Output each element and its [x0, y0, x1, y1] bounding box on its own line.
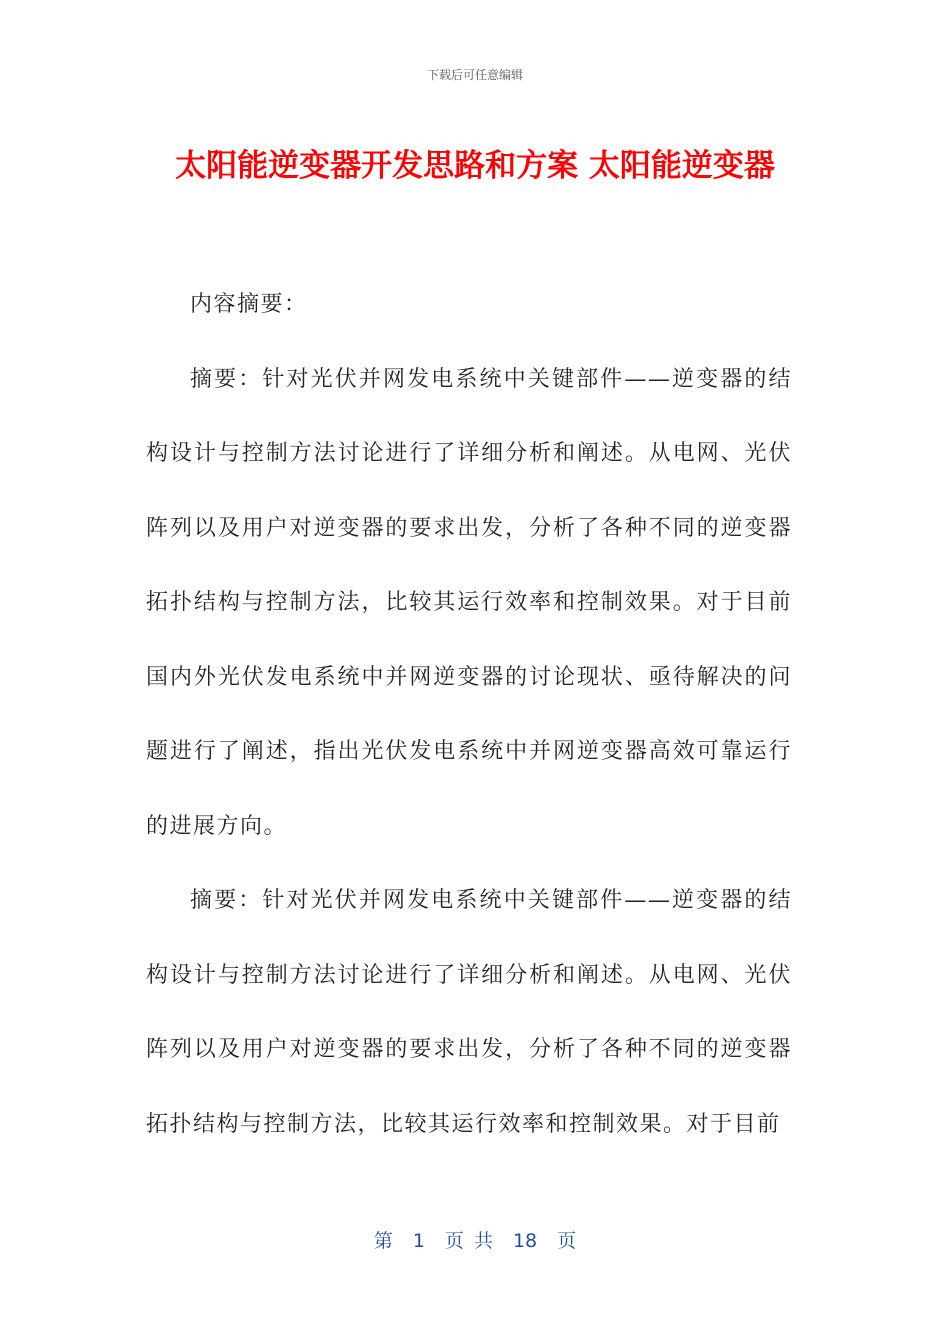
footer-page-label: 第 — [373, 1230, 393, 1252]
summary-heading: 内容摘要： — [190, 292, 308, 317]
document-title: 太阳能逆变器开发思路和方案 太阳能逆变器 — [175, 148, 775, 184]
document-body — [146, 268, 792, 1162]
page-footer — [0, 1226, 950, 1253]
abstract-paragraph-repeat: 摘要：针对光伏并网发电系统中关键部件——逆变器的结构设计与控制方法讨论进行了详细分析和阐述。从电网、光伏阵列以及用户对逆变器的要求出发，分析了各种不同的逆变器拓扑结构与控制方法，比较其运行效率和控制效果。对于目前 — [146, 888, 792, 1137]
footer-total-label: 页 共 — [444, 1230, 493, 1252]
footer-page-suffix: 页 — [557, 1230, 577, 1252]
footer-page-number: 1 — [412, 1230, 425, 1252]
footer-total-pages: 18 — [512, 1230, 538, 1252]
abstract-paragraph: 摘要：针对光伏并网发电系统中关键部件——逆变器的结构设计与控制方法讨论进行了详细分析和阐述。从电网、光伏阵列以及用户对逆变器的要求出发，分析了各种不同的逆变器拓扑结构与控制方法，比较其运行效率和控制效果。对于目前国内外光伏发电系统中并网逆变器的讨论现状、亟待解决的问题进行了阐述，指出光伏发电系统中并网逆变器高效可靠运行的进展方向。 — [146, 366, 792, 839]
page-header-note: 下载后可任意编辑 — [426, 68, 523, 82]
